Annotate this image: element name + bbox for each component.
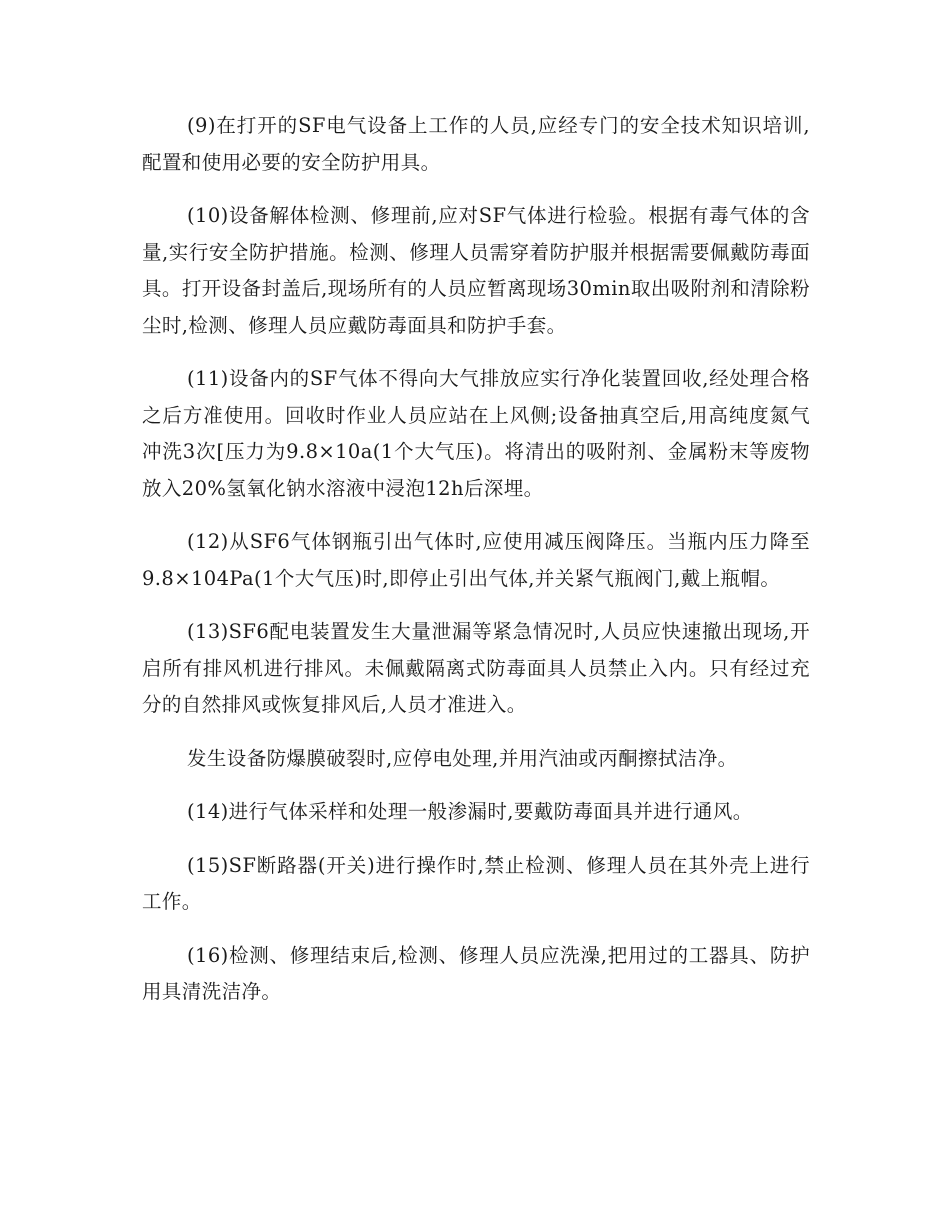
paragraph-item-15: (15)SF断路器(开关)进行操作时,禁止检测、修理人员在其外壳上进行工作。 [142, 853, 810, 913]
paragraph-item-16: (16)检测、修理结束后,检测、修理人员应洗澡,把用过的工器具、防护用具清洗洁净。 [142, 943, 810, 1003]
paragraph-item-13-continued: 发生设备防爆膜破裂时,应停电处理,并用汽油或丙酮擦拭洁净。 [187, 746, 738, 770]
paragraph-item-9: (9)在打开的SF电气设备上工作的人员,应经专门的安全技术知识培训,配置和使用必要的安全防护用具。 [142, 114, 810, 174]
paragraph-item-10: (10)设备解体检测、修理前,应对SF气体进行检验。根据有毒气体的含量,实行安全防护措施。检测、修理人员需穿着防护服并根据需要佩戴防毒面具。打开设备封盖后,现场所有的人员应暂离现场30min取出吸附剂和清除粉尘时,检测、修理人员应戴防毒面具和防护手套。 [142, 204, 810, 337]
paragraph-item-12: (12)从SF6气体钢瓶引出气体时,应使用减压阀降压。当瓶内压力降至9.8×104Pa(1个大气压)时,即停止引出气体,并关紧气瓶阀门,戴上瓶帽。 [142, 530, 810, 590]
paragraph-item-13: (13)SF6配电装置发生大量泄漏等紧急情况时,人员应快速撤出现场,开启所有排风机进行排风。未佩戴隔离式防毒面具人员禁止入内。只有经过充分的自然排风或恢复排风后,人员才准进入。 [142, 620, 810, 716]
paragraph-item-11: (11)设备内的SF气体不得向大气排放应实行净化装置回收,经处理合格之后方准使用。回收时作业人员应站在上风侧;设备抽真空后,用高纯度氮气冲洗3次[压力为9.8×10a(1个大气压)。将清出的吸附剂、金属粉末等废物放入20%氢氧化钠水溶液中浸泡12h后深埋。 [142, 367, 810, 500]
document-body [142, 108, 810, 1028]
paragraph-item-14: (14)进行气体采样和处理一般渗漏时,要戴防毒面具并进行通风。 [187, 800, 753, 823]
